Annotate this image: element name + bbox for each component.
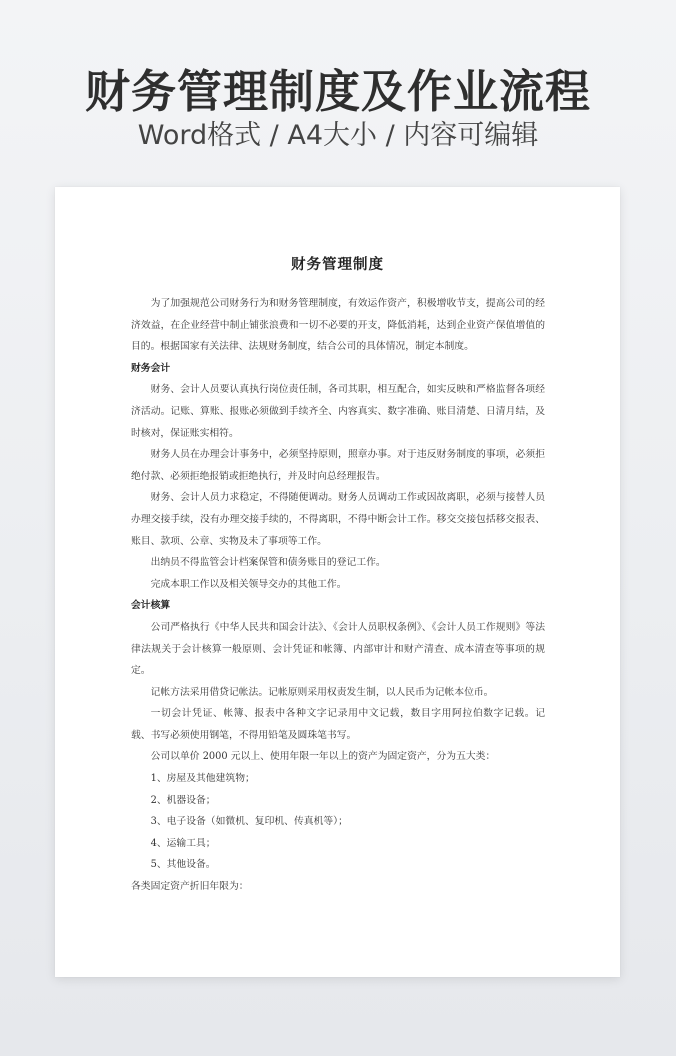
section-heading-bookkeeping: 会计核算 xyxy=(131,600,171,612)
list-item: 4、运输工具； xyxy=(150,837,216,849)
document-page xyxy=(55,187,620,977)
list-item: 5、其他设备。 xyxy=(150,859,216,871)
paragraph: 完成本职工作以及相关领导交办的其他工作。 xyxy=(150,578,347,590)
paragraph-intro: 为了加强规范公司财务行为和财务管理制度，有效运作资产，积极增收节支，提高公司的经济效益，在企业经营中制止铺张浪费和一切不必要的开支，降低消耗，达到企业资产保值增值的目的。根据国家有关法律、法规财务制度，结合公司的具体情况，制定本制度。 xyxy=(131,298,545,353)
paragraph: 记帐方法采用借贷记帐法。记帐原则采用权责发生制，以人民币为记帐本位币。 xyxy=(150,686,494,698)
list-item: 2、机器设备； xyxy=(150,794,216,806)
list-item: 3、电子设备（如微机、复印机、传真机等）； xyxy=(150,816,348,828)
banner-title: 财务管理制度及作业流程 xyxy=(84,65,591,118)
paragraph: 出纳员不得监管会计档案保管和债务账目的登记工作。 xyxy=(150,557,386,569)
document-title: 财务管理制度 xyxy=(291,256,384,273)
paragraph: 财务人员在办理会计事务中，必须坚持原则，照章办事。对于违反财务制度的事项，必须拒绝付款、必须拒绝报销或拒绝执行，并及时向总经理报告。 xyxy=(131,449,545,482)
paragraph: 各类固定资产折旧年限为： xyxy=(131,881,249,893)
paragraph: 一切会计凭证、帐簿、报表中各种文字记录用中文记载，数目字用阿拉伯数字记载。记 载、书写必须使用钢笔，不得用铅笔及圆珠笔书写。 xyxy=(131,708,545,741)
banner-subtitle: Word格式 / A4大小 / 内容可编辑 xyxy=(137,120,539,151)
document-body xyxy=(131,293,545,898)
section-heading-accounting: 财务会计 xyxy=(131,362,171,374)
paragraph: 财务、会计人员要认真执行岗位责任制，各司其职，相互配合，如实反映和严格监督各项经济活动。记账、算账、报账必须做到手续齐全、内容真实、数字准确、账目清楚、日清月结，及时核对，保证账实相符。 xyxy=(131,384,545,439)
paragraph: 公司以单价 2000 元以上、使用年限一年以上的资产为固定资产，分为五大类： xyxy=(150,751,496,763)
paragraph: 财务、会计人员力求稳定，不得随便调动。财务人员调动工作或因故离职，必须与接替人员办理交接手续，没有办理交接手续的，不得离职，不得中断会计工作。移交交接包括移交报表、账目、款项、公章、实物及未了事项等工作。 xyxy=(131,492,545,547)
paragraph: 公司严格执行《中华人民共和国会计法》、《会计人员职权条例》、《会计人员工作规则》等法律法规关于会计核算一般原则、会计凭证和帐簿、内部审计和财产清查、成本清查等事项的规定。 xyxy=(131,621,545,677)
list-item: 1、房屋及其他建筑物； xyxy=(150,773,255,785)
